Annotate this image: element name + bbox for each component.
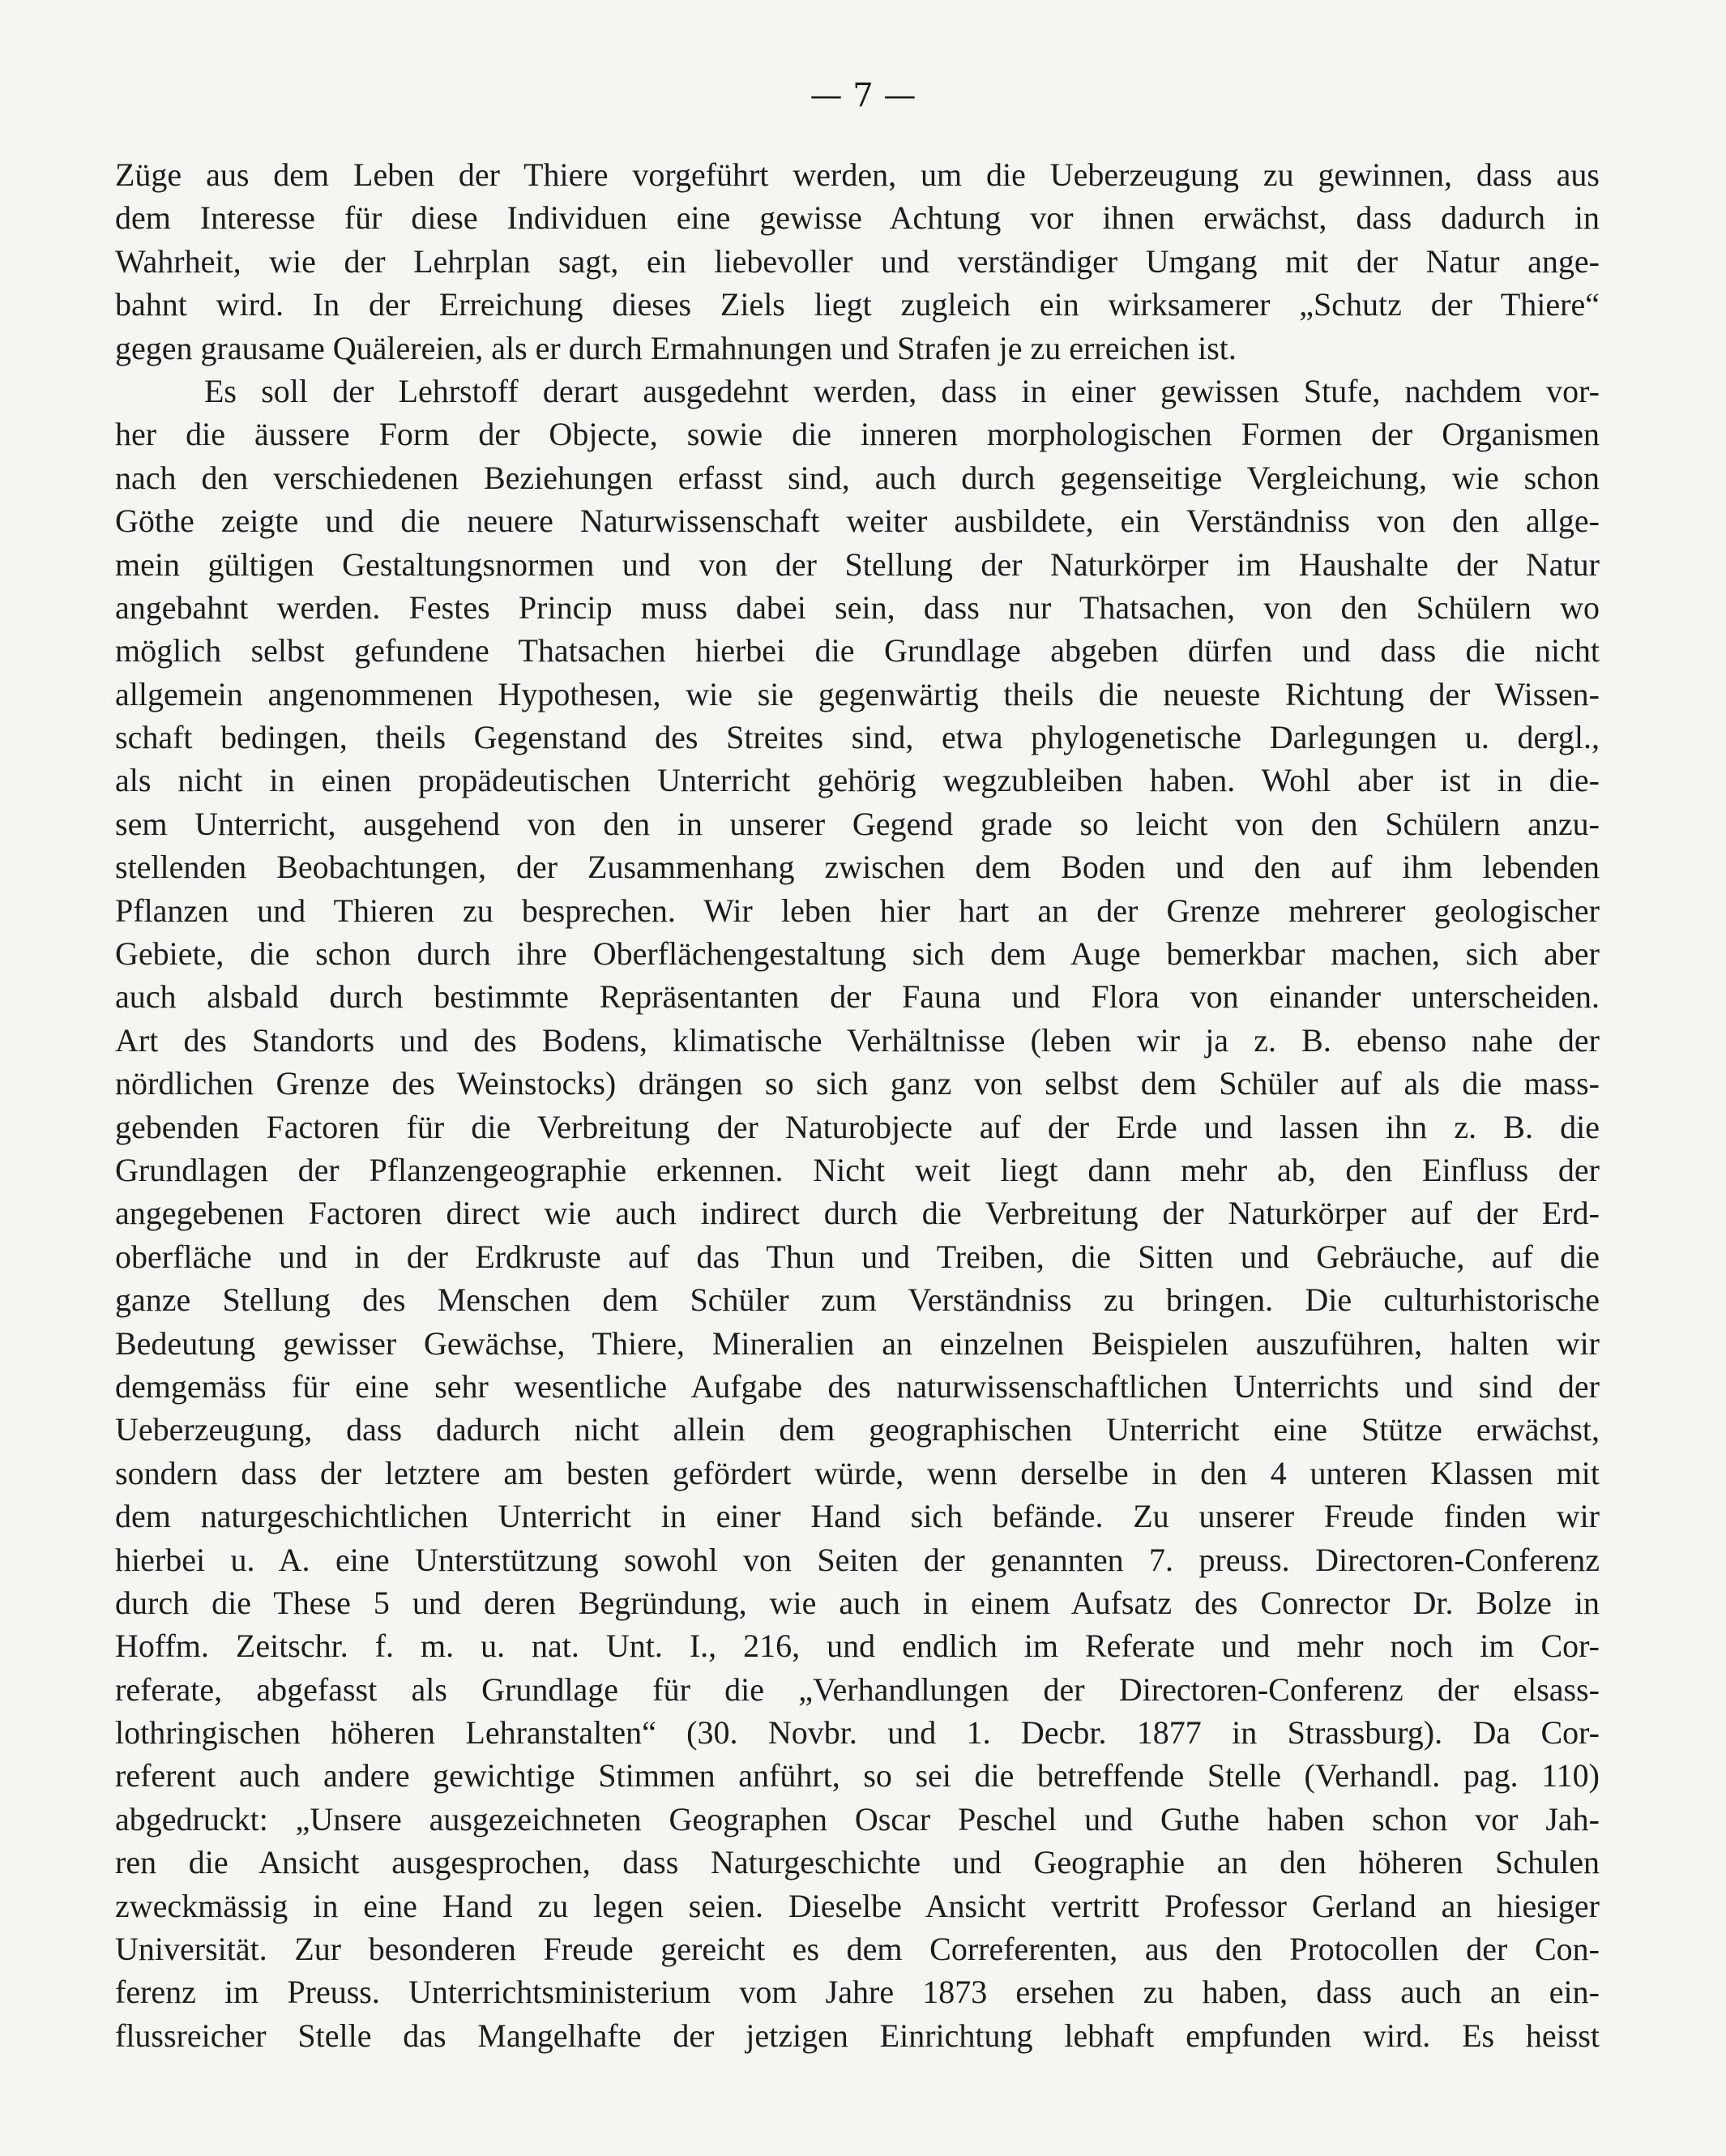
text-line: referent auch andere gewichtige Stimmen anführt, so sei die betreffende Stelle (Verhandl. pag. 110) [115, 1757, 1600, 1795]
page-number: — 7 — [810, 77, 916, 114]
text-line: lothringischen höheren Lehranstalten“ (30. Novbr. und 1. Decbr. 1877 in Strassburg). Da Cor- [115, 1714, 1600, 1752]
text-line: angebahnt werden. Festes Princip muss dabei sein, dass nur Thatsachen, von den Schülern wo [115, 588, 1600, 626]
text-line: Ueberzeugung, dass dadurch nicht allein dem geographischen Unterricht eine Stütze erwächst, [115, 1411, 1600, 1448]
text-line: Bedeutung gewisser Gewächse, Thiere, Mineralien an einzelnen Beispielen auszuführen, halten wir [115, 1324, 1600, 1362]
text-line: abgedruckt: „Unsere ausgezeichneten Geographen Oscar Peschel und Guthe haben schon vor Jah- [115, 1800, 1600, 1837]
text-line: demgemäss für eine sehr wesentliche Aufgabe des naturwissenschaftlichen Unterrichts und sind der [115, 1367, 1600, 1405]
text-line: gegen grausame Quälereien, als er durch Ermahnungen und Strafen je zu erreichen ist. [115, 329, 1237, 366]
text-line: Universität. Zur besonderen Freude gereicht es dem Correferenten, aus den Protocollen der Con- [115, 1931, 1600, 1968]
text-line: allgemein angenommenen Hypothesen, wie sie gegenwärtig theils die neueste Richtung der Wissen- [115, 675, 1600, 712]
text-line: Züge aus dem Leben der Thiere vorgeführt werden, um die Ueberzeugung zu gewinnen, dass aus [115, 156, 1600, 193]
text-line: Wahrheit, wie der Lehrplan sagt, ein liebevoller und verständiger Umgang mit der Natur ange- [115, 242, 1600, 280]
text-line: Pflanzen und Thieren zu besprechen. Wir leben hier hart an der Grenze mehrerer geologischer [115, 892, 1600, 929]
text-line: Art des Standorts und des Bodens, klimatische Verhältnisse (leben wir ja z. B. ebenso nahe der [115, 1021, 1600, 1059]
text-line: her die äussere Form der Objecte, sowie die inneren morphologischen Formen der Organismen [115, 416, 1600, 453]
text-line: sem Unterricht, ausgehend von den in unserer Gegend grade so leicht von den Schülern anzu- [115, 805, 1600, 842]
body-text [115, 153, 1600, 2057]
text-line: stellenden Beobachtungen, der Zusammenhang zwischen dem Boden und den auf ihm lebenden [115, 849, 1600, 886]
text-line: zweckmässig in eine Hand zu legen seien. Dieselbe Ansicht vertritt Professor Gerland an hiesiger [115, 1887, 1600, 1924]
text-line: Es soll der Lehrstoff derart ausgedehnt werden, dass in einer gewissen Stufe, nachdem vor- [204, 372, 1600, 409]
text-line: nach den verschiedenen Beziehungen erfasst sind, auch durch gegenseitige Vergleichung, wie schon [115, 459, 1600, 496]
text-line: gebenden Factoren für die Verbreitung der Naturobjecte auf der Erde und lassen ihn z. B. die [115, 1108, 1600, 1145]
text-line: dem Interesse für diese Individuen eine gewisse Achtung vor ihnen erwächst, dass dadurch in [115, 199, 1600, 237]
text-line: ferenz im Preuss. Unterrichtsministerium vom Jahre 1873 ersehen zu haben, dass auch an ein- [115, 1974, 1600, 2011]
text-line: Hoffm. Zeitschr. f. m. u. nat. Unt. I., 216, und endlich im Referate und mehr noch im Cor- [115, 1628, 1600, 1665]
text-line: referate, abgefasst als Grundlage für die „Verhandlungen der Directoren-Conferenz der elsass- [115, 1670, 1600, 1708]
text-line: Grundlagen der Pflanzengeographie erkennen. Nicht weit liegt dann mehr ab, den Einfluss der [115, 1151, 1600, 1188]
text-line: auch alsbald durch bestimmte Repräsentanten der Fauna und Flora von einander unterscheiden. [115, 978, 1600, 1016]
text-line: nördlichen Grenze des Weinstocks) drängen so sich ganz von selbst dem Schüler auf als die mass- [115, 1065, 1600, 1102]
text-line: hierbei u. A. eine Unterstützung sowohl von Seiten der genannten 7. preuss. Directoren-Conferenz [115, 1541, 1600, 1578]
text-line: Göthe zeigte und die neuere Naturwissenschaft weiter ausbildete, ein Verständniss von den allge- [115, 503, 1600, 540]
text-line: als nicht in einen propädeutischen Unterricht gehörig wegzubleiben haben. Wohl aber ist in die- [115, 762, 1600, 799]
text-line: möglich selbst gefundene Thatsachen hierbei die Grundlage abgeben dürfen und dass die nicht [115, 632, 1600, 669]
text-line: angegebenen Factoren direct wie auch indirect durch die Verbreitung der Naturkörper auf der Erd- [115, 1195, 1600, 1232]
text-line: ganze Stellung des Menschen dem Schüler zum Verständniss zu bringen. Die culturhistorische [115, 1281, 1600, 1319]
text-line: ren die Ansicht ausgesprochen, dass Naturgeschichte und Geographie an den höheren Schulen [115, 1844, 1600, 1881]
text-line: dem naturgeschichtlichen Unterricht in einer Hand sich befände. Zu unserer Freude finden wir [115, 1498, 1600, 1535]
text-line: Gebiete, die schon durch ihre Oberflächengestaltung sich dem Auge bemerkbar machen, sich aber [115, 935, 1600, 973]
text-line: mein gültigen Gestaltungsnormen und von der Stellung der Naturkörper im Haushalte der Natur [115, 545, 1600, 583]
text-line: oberfläche und in der Erdkruste auf das Thun und Treiben, die Sitten und Gebräuche, auf die [115, 1238, 1600, 1275]
text-line: durch die These 5 und deren Begründung, wie auch in einem Aufsatz des Conrector Dr. Bolze in [115, 1584, 1600, 1621]
text-line: schaft bedingen, theils Gegenstand des Streites sind, etwa phylogenetische Darlegungen u. dergl., [115, 719, 1600, 756]
text-line: flussreicher Stelle das Mangelhafte der jetzigen Einrichtung lebhaft empfunden wird. Es heisst [115, 2017, 1600, 2054]
text-line: sondern dass der letztere am besten gefördert würde, wenn derselbe in den 4 unteren Klassen mit [115, 1454, 1600, 1491]
text-line: bahnt wird. In der Erreichung dieses Ziels liegt zugleich ein wirksamerer „Schutz der Thiere“ [115, 286, 1600, 323]
